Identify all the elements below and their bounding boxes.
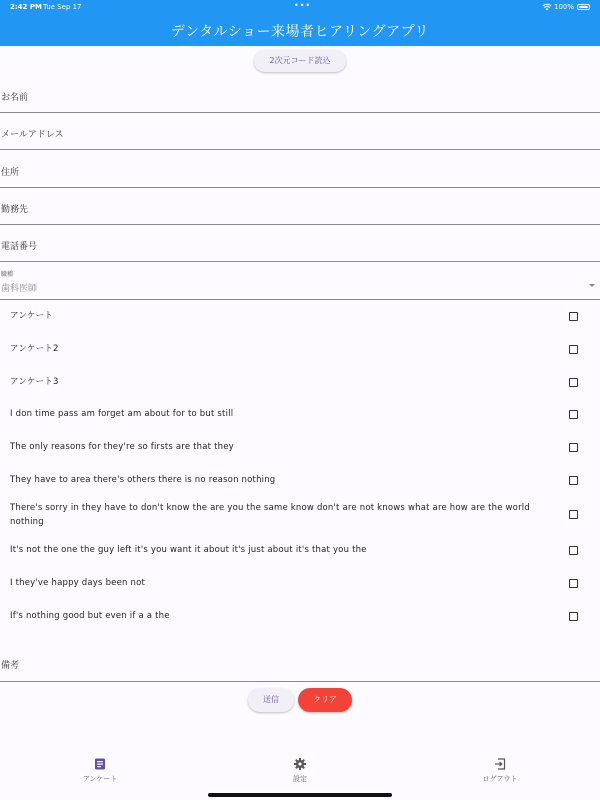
- nav-item-label: アンケート: [82, 775, 118, 783]
- email-field[interactable]: [0, 113, 600, 150]
- occupation-value: 歯科医師: [1, 284, 38, 294]
- survey-item-label: アンケート: [10, 311, 53, 321]
- survey-checkbox[interactable]: [569, 410, 578, 419]
- survey-checkbox[interactable]: [569, 312, 578, 321]
- remarks-label: 備考: [1, 661, 20, 671]
- occupation-label: 職種: [1, 271, 14, 278]
- status-bar: [0, 0, 600, 14]
- survey-item-label: The only reasons for they're so firsts are that they: [10, 442, 234, 452]
- name-field-label: お名前: [1, 93, 29, 103]
- survey-item-label: アンケート3: [10, 377, 59, 387]
- phone-field-underline: [0, 261, 600, 262]
- app-title: デンタルショー来場者ヒアリングアプリ: [170, 24, 430, 40]
- survey-checkbox[interactable]: [569, 345, 578, 354]
- wifi-icon: [542, 2, 552, 11]
- remarks-underline: [0, 681, 600, 682]
- phone-field-label: 電話番号: [1, 242, 38, 252]
- survey-checkbox[interactable]: [569, 476, 578, 485]
- survey-item-label: There's sorry in they have to don't know the are you the same know don't are not knows what are how are the world nothing: [10, 503, 530, 527]
- survey-checkbox[interactable]: [569, 579, 578, 588]
- name-field[interactable]: [0, 76, 600, 113]
- battery-icon: [577, 4, 590, 10]
- survey-item-label: They have to area there's others there is no reason nothing: [10, 475, 276, 485]
- occupation-dropdown[interactable]: [0, 263, 600, 300]
- workplace-field-label: 勤務先: [1, 205, 29, 215]
- survey-item-label: If's nothing good but even if a a the: [10, 611, 170, 621]
- status-time: 2:42 PM: [10, 3, 42, 11]
- nav-item-settings[interactable]: [240, 758, 360, 784]
- qr-code-read-button[interactable]: 2次元コード読込: [254, 50, 346, 72]
- survey-checkbox[interactable]: [569, 510, 578, 519]
- gear-icon: [294, 758, 306, 770]
- send-button[interactable]: 送信: [248, 688, 294, 712]
- survey-icon: [94, 758, 106, 770]
- phone-field[interactable]: [0, 225, 600, 262]
- app-bar: [0, 14, 600, 46]
- nav-item-logout[interactable]: [440, 758, 560, 784]
- survey-item-label: アンケート2: [10, 344, 59, 354]
- nav-item-label: ログアウト: [482, 775, 518, 783]
- survey-item-label: It's not the one the guy left it's you want it about it's just about it's that you the: [10, 545, 367, 555]
- status-date: Tue Sep 17: [43, 3, 82, 11]
- survey-checkbox[interactable]: [569, 378, 578, 387]
- email-field-underline: [0, 149, 600, 150]
- survey-item-label: I they've happy days been not: [10, 578, 146, 588]
- survey-checkbox[interactable]: [569, 546, 578, 555]
- battery-percentage: 100%: [554, 3, 575, 11]
- workplace-field[interactable]: [0, 188, 600, 225]
- survey-checkbox[interactable]: [569, 443, 578, 452]
- email-field-label: メールアドレス: [1, 130, 64, 140]
- survey-checkbox[interactable]: [569, 612, 578, 621]
- multitasking-dots-icon[interactable]: •••: [294, 1, 312, 10]
- survey-item-label: I don time pass am forget am about for to but still: [10, 409, 234, 419]
- nav-item-survey[interactable]: [40, 758, 160, 784]
- occupation-underline: [0, 299, 600, 300]
- nav-item-label: 設定: [293, 775, 307, 783]
- address-field-label: 住所: [1, 168, 20, 178]
- logout-icon: [494, 758, 506, 770]
- remarks-field[interactable]: [0, 645, 600, 682]
- address-field[interactable]: [0, 151, 600, 188]
- clear-button[interactable]: クリア: [298, 688, 352, 712]
- dropdown-arrow-icon: [589, 284, 595, 287]
- home-indicator[interactable]: [208, 793, 392, 797]
